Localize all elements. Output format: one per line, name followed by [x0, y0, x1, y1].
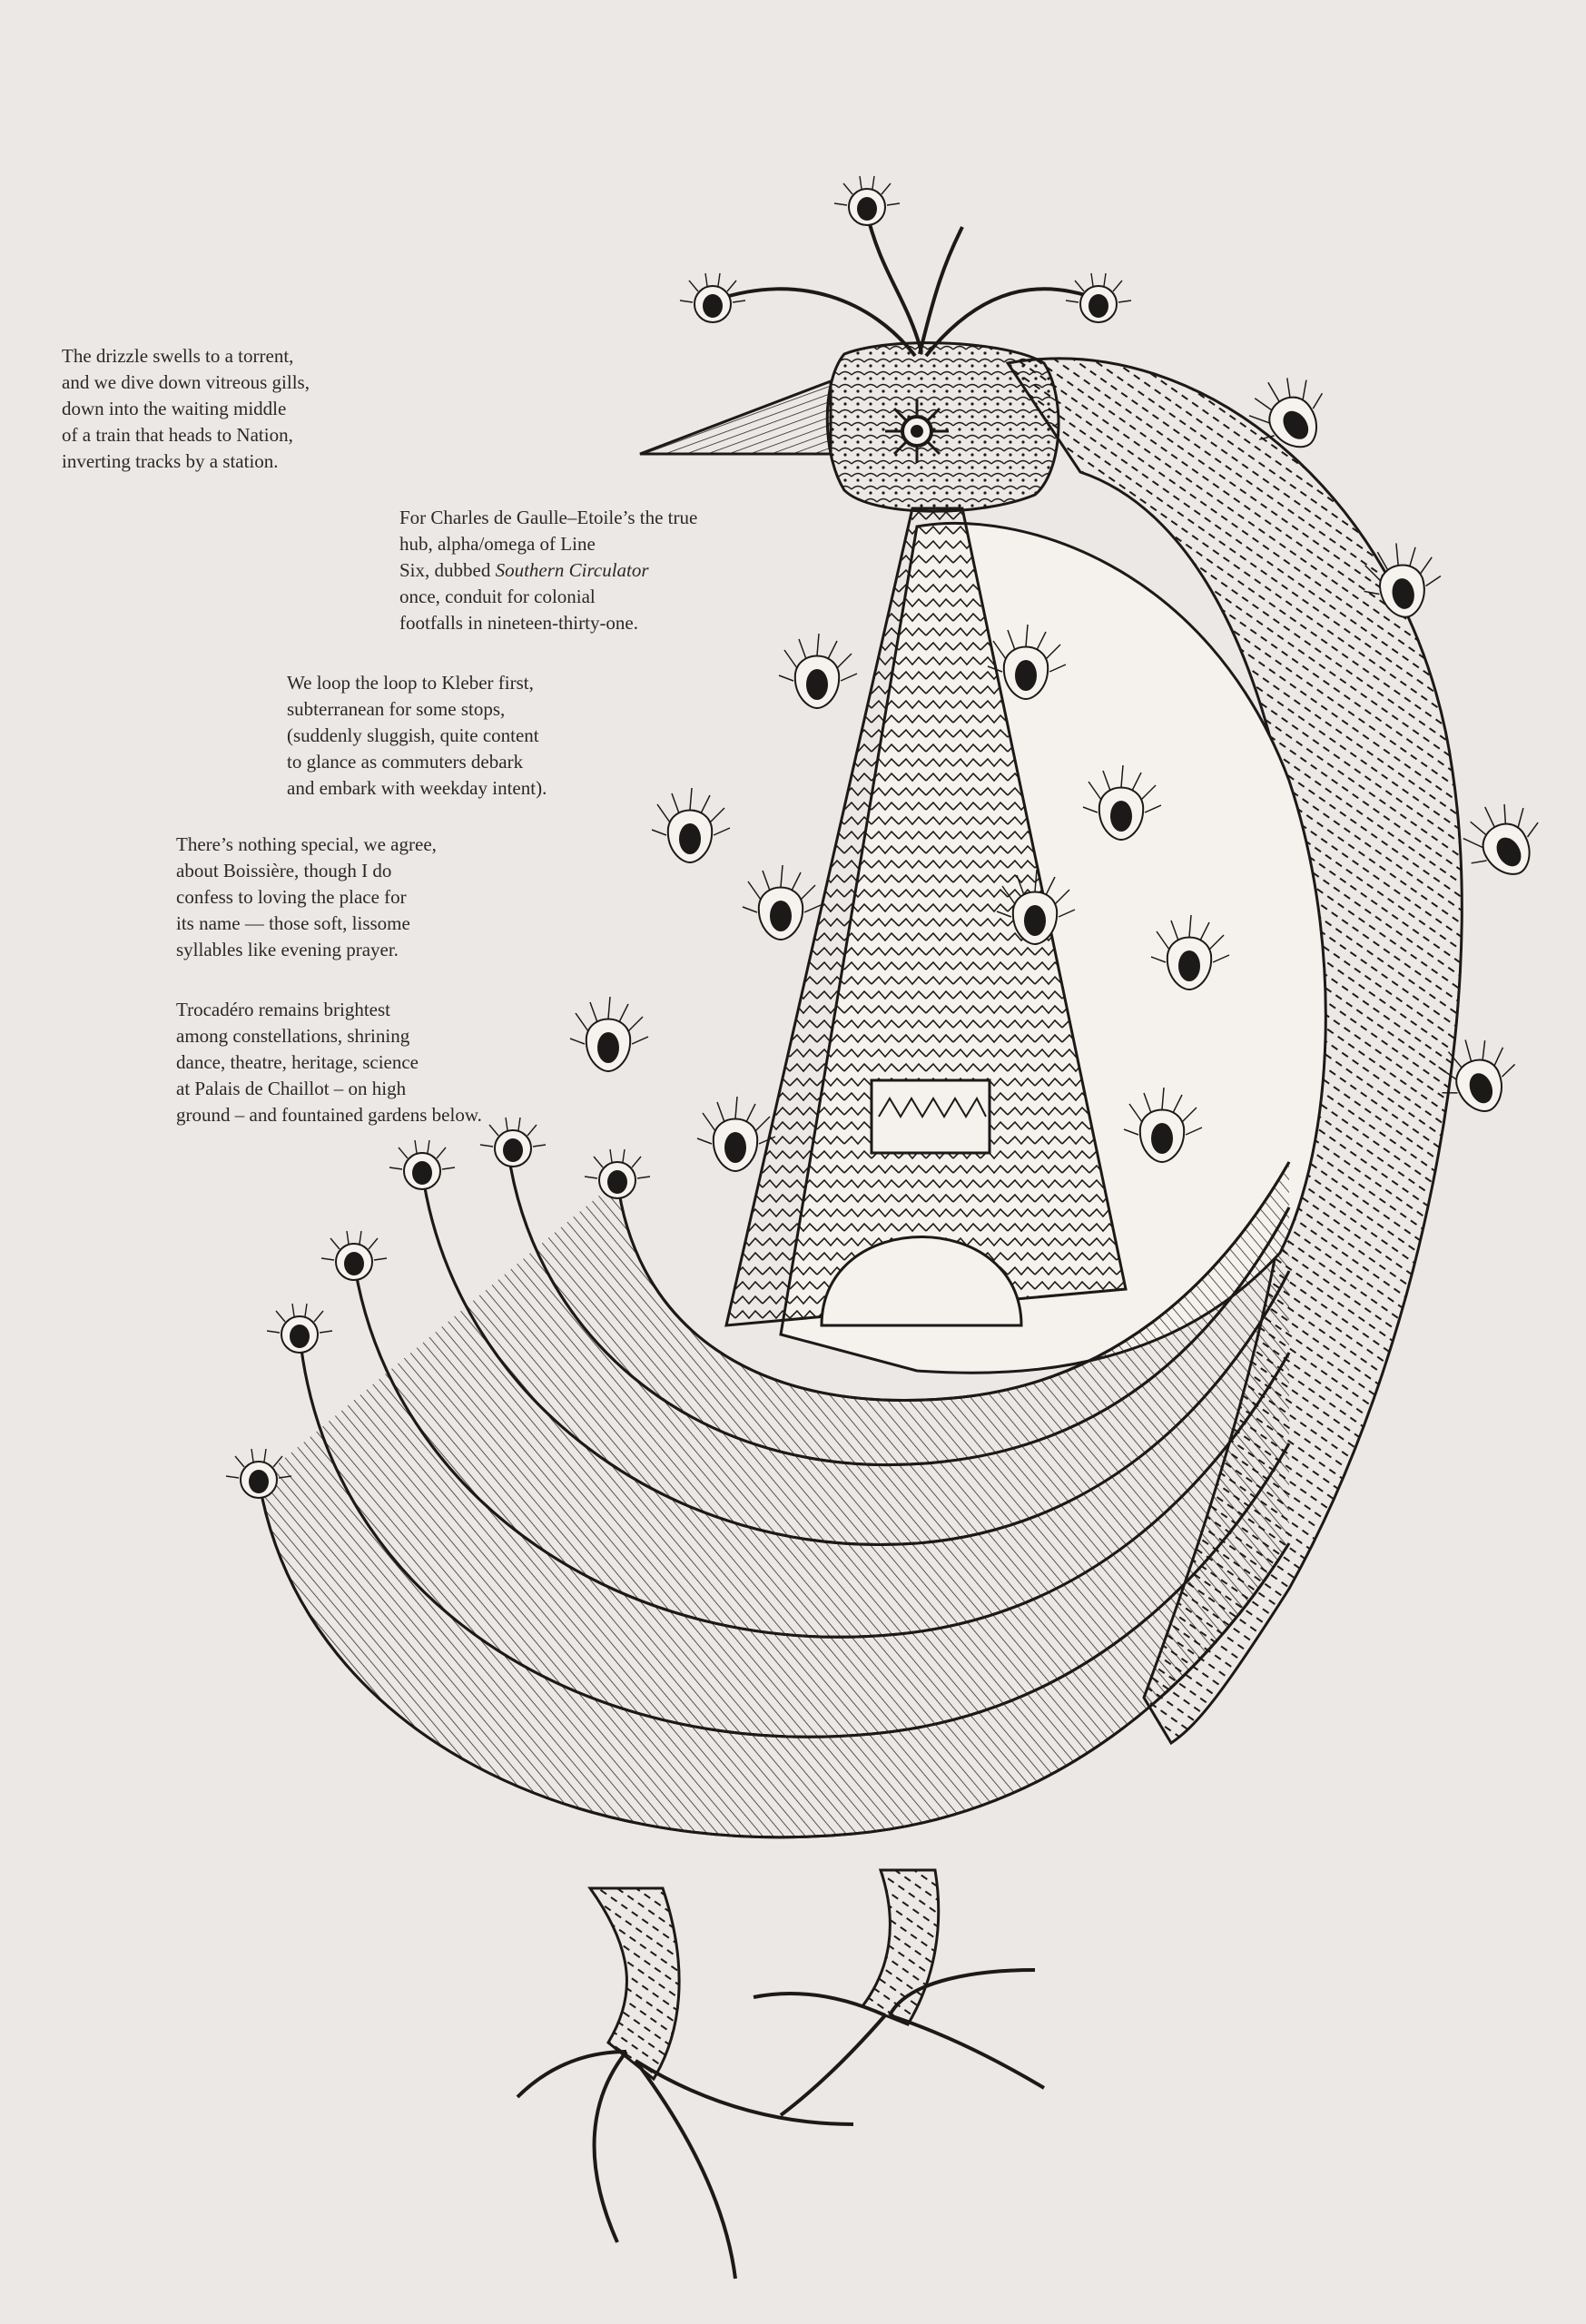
stanza-2 — [399, 505, 697, 636]
poem-line: at Palais de Chaillot – on high — [176, 1078, 407, 1099]
stanza-5 — [176, 997, 482, 1128]
poem-line: ground – and fountained gardens below. — [176, 1104, 482, 1126]
poem-line: once, conduit for colonial — [399, 586, 596, 607]
poem-line: dance, theatre, heritage, science — [176, 1051, 419, 1073]
legs — [590, 1870, 939, 2079]
head — [640, 343, 1059, 512]
poem-line: For Charles de Gaulle–Etoile’s the true — [399, 507, 698, 528]
poem-line: to glance as commuters debark — [287, 751, 524, 773]
stanza-3 — [287, 670, 547, 802]
poem-line: its name — those soft, lissome — [176, 912, 410, 934]
italic-phrase: Southern Circulator — [495, 559, 649, 581]
poem-line: hub, alpha/omega of Line — [399, 533, 596, 555]
poem-line: among constellations, shrining — [176, 1025, 410, 1047]
poem-line: Trocadéro remains brightest — [176, 999, 391, 1020]
poem-line: about Boissière, though I do — [176, 860, 392, 881]
poem-line: (suddenly sluggish, quite content — [287, 724, 539, 746]
poem-line — [399, 557, 697, 584]
poem-line: inverting tracks by a station. — [62, 450, 279, 472]
poem-line: syllables like evening prayer. — [176, 939, 399, 960]
poem-line: confess to loving the place for — [176, 886, 407, 908]
poem-line: and we dive down vitreous gills, — [62, 371, 310, 393]
poem-line: and embark with weekday intent). — [287, 777, 547, 799]
feet — [517, 1970, 1044, 2279]
poem-line: The drizzle swells to a torrent, — [62, 345, 294, 367]
stanza-4 — [176, 832, 437, 963]
crest — [717, 213, 1098, 356]
poem-line: footfalls in nineteen-thirty-one. — [399, 612, 639, 634]
poem-line: There’s nothing special, we agree, — [176, 833, 437, 855]
poem-line: down into the waiting middle — [62, 398, 287, 419]
poem-line: of a train that heads to Nation, — [62, 424, 293, 446]
poem-line: We loop the loop to Kleber first, — [287, 672, 534, 694]
poem-line: subterranean for some stops, — [287, 698, 506, 720]
poem-line-part: Six, dubbed — [399, 559, 491, 581]
stanza-1 — [62, 343, 310, 475]
